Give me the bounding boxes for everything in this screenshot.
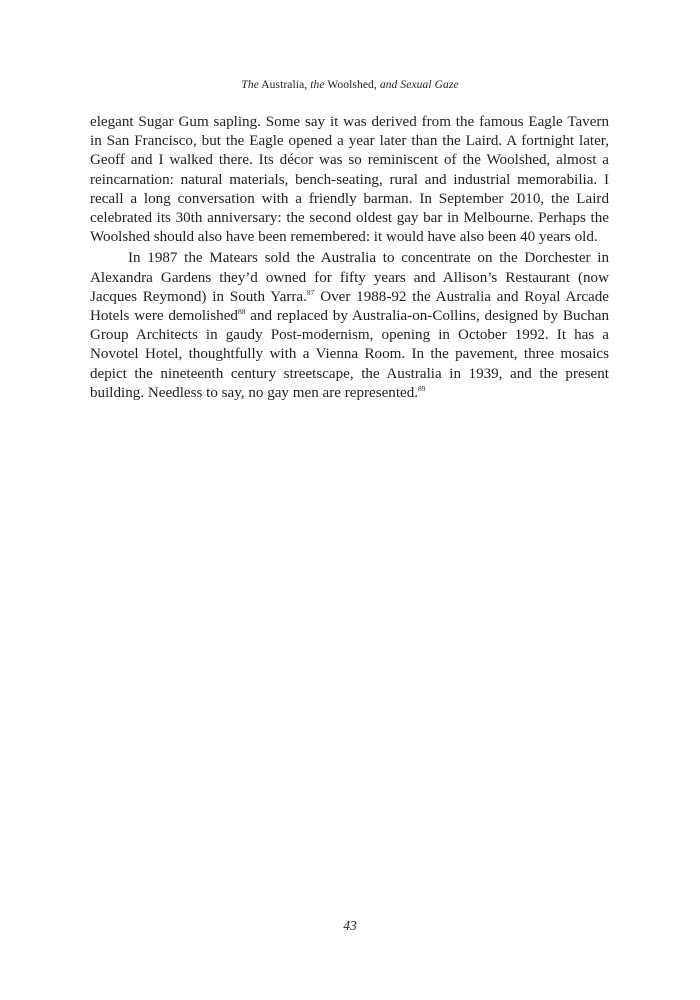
- header-part-1: The: [241, 79, 259, 91]
- footnote-ref-87[interactable]: 87: [306, 287, 315, 297]
- body-text: [90, 113, 609, 403]
- paragraph-2-segment-1: In 1987 the Matears sold the Australia to concentrate on the Dorchester in Alexandra Gardens they’d owned for fifty years and Allison’s Restaurant (now Jacques Reymond) in South Yarra.: [90, 250, 609, 305]
- page-number: 43: [343, 918, 357, 933]
- running-header: [0, 79, 700, 91]
- paragraph-1: elegant Sugar Gum sapling. Some say it was derived from the famous Eagle Tavern in San Francisco, but the Eagle opened a year later than the Laird. A fortnight later, Geoff and I walked there. Its décor was so reminiscent of the Woolshed, almost a reincarnation: natural materials, bench-seating, rural and industrial memorabilia. I recall a long conversation with a friendly barman. In September 2010, the Laird celebrated its 30th anniversary: the second oldest gay bar in Melbourne. Perhaps the Woolshed should also have been remembered: it would have also been 40 years old.: [90, 114, 609, 246]
- paragraph-2: [90, 249, 609, 403]
- footnote-ref-88[interactable]: 88: [237, 307, 246, 317]
- header-part-2: Australia,: [258, 79, 311, 91]
- header-part-3: the: [310, 79, 325, 91]
- header-part-4: Woolshed,: [324, 79, 380, 91]
- paragraph-2-segment-3: and replaced by Australia-on-Collins, designed by Buchan Group Architects in gaudy Post-modernism, opening in October 1992. It has a Novotel Hotel, thoughtfully with a Vienna Room. In the pavement, three mosaics depict the nineteenth century streetscape, the Australia in 1939, and the present building. Needless to say, no gay men are represented.: [90, 308, 610, 401]
- footnote-ref-89[interactable]: 89: [418, 383, 426, 393]
- header-part-5: and Sexual Gaze: [379, 79, 459, 91]
- paragraph-2-segment-2: Over 1988-92 the Australia and Royal Arcade Hotels were demolished: [90, 288, 609, 325]
